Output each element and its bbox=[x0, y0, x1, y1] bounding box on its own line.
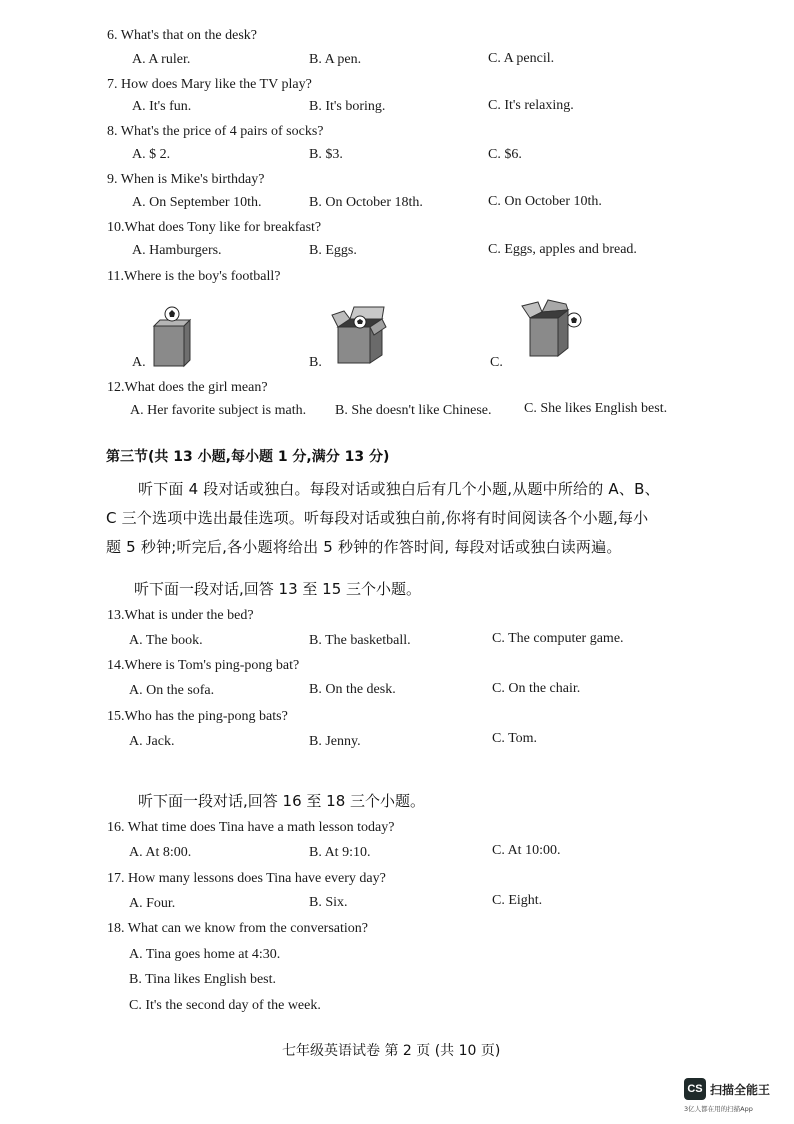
q16-option-a: A. At 8:00. bbox=[129, 845, 192, 860]
q18-option-b: B. Tina likes English best. bbox=[129, 972, 277, 987]
camscanner-tagline: 3亿人都在用的扫描App bbox=[684, 1105, 753, 1113]
q10-option-b: B. Eggs. bbox=[309, 243, 357, 258]
page-footer: 七年级英语试卷 第 2 页 (共 10 页) bbox=[282, 1043, 501, 1059]
q9-option-b: B. On October 18th. bbox=[309, 195, 423, 210]
q6-option-a: A. A ruler. bbox=[132, 52, 191, 67]
q9-option-a: A. On September 10th. bbox=[132, 195, 262, 210]
q6-option-c: C. A pencil. bbox=[488, 51, 555, 66]
q6-option-b: B. A pen. bbox=[309, 52, 362, 67]
instructions-line-1: 听下面 4 段对话或独白。每段对话或独白后有几个小题,从题中所给的 A、B、 bbox=[138, 480, 660, 498]
q12-option-b: B. She doesn't like Chinese. bbox=[335, 403, 492, 418]
q16-option-b: B. At 9:10. bbox=[309, 845, 371, 860]
dialogue-2-heading: 听下面一段对话,回答 16 至 18 三个小题。 bbox=[138, 792, 426, 810]
dialogue-1-heading: 听下面一段对话,回答 13 至 15 三个小题。 bbox=[134, 580, 422, 598]
q8-option-a: A. $ 2. bbox=[132, 147, 171, 162]
q17-option-b: B. Six. bbox=[309, 895, 348, 910]
q17-option-a: A. Four. bbox=[129, 896, 176, 911]
q17-option-c: C. Eight. bbox=[492, 893, 543, 908]
q15-option-c: C. Tom. bbox=[492, 731, 538, 746]
camscanner-logo-icon: CS bbox=[684, 1078, 706, 1100]
q14-option-b: B. On the desk. bbox=[309, 682, 396, 697]
q10-option-c: C. Eggs, apples and bread. bbox=[488, 242, 637, 257]
section-3-title: 第三节(共 13 小题,每小题 1 分,满分 13 分) bbox=[106, 449, 390, 465]
question-13: 13.What is under the bed? bbox=[107, 608, 254, 623]
question-14: 14.Where is Tom's ping-pong bat? bbox=[107, 658, 300, 673]
q7-option-c: C. It's relaxing. bbox=[488, 98, 574, 113]
q8-option-c: C. $6. bbox=[488, 147, 522, 162]
question-16: 16. What time does Tina have a math lesson today? bbox=[107, 820, 395, 835]
q11-option-c: C. bbox=[490, 355, 503, 370]
instructions-line-3: 题 5 秒钟;听完后,各小题将给出 5 秒钟的作答时间, 每段对话或独白读两遍。 bbox=[106, 538, 622, 556]
question-8: 8. What's the price of 4 pairs of socks? bbox=[107, 124, 324, 139]
q14-option-a: A. On the sofa. bbox=[129, 683, 215, 698]
q11-option-a: A. bbox=[132, 355, 146, 370]
q18-option-c: C. It's the second day of the week. bbox=[129, 998, 321, 1013]
question-15: 15.Who has the ping-pong bats? bbox=[107, 709, 288, 724]
q14-option-c: C. On the chair. bbox=[492, 681, 581, 696]
q15-option-b: B. Jenny. bbox=[309, 734, 361, 749]
camscanner-name: 扫描全能王 bbox=[710, 1082, 771, 1097]
q10-option-a: A. Hamburgers. bbox=[132, 243, 222, 258]
q12-option-c: C. She likes English best. bbox=[524, 401, 668, 416]
camscanner-badge bbox=[684, 1078, 770, 1100]
question-6: 6. What's that on the desk? bbox=[107, 28, 258, 43]
question-10: 10.What does Tony like for breakfast? bbox=[107, 220, 322, 235]
q7-option-a: A. It's fun. bbox=[132, 99, 192, 114]
q18-option-a: A. Tina goes home at 4:30. bbox=[129, 947, 281, 962]
question-18: 18. What can we know from the conversation? bbox=[107, 921, 368, 936]
q12-option-a: A. Her favorite subject is math. bbox=[130, 403, 307, 418]
football-in-box-icon bbox=[330, 305, 388, 365]
q11-option-b: B. bbox=[309, 355, 322, 370]
q15-option-a: A. Jack. bbox=[129, 734, 175, 749]
football-behind-box-icon bbox=[518, 298, 588, 360]
q7-option-b: B. It's boring. bbox=[309, 99, 386, 114]
q13-option-a: A. The book. bbox=[129, 633, 203, 648]
q16-option-c: C. At 10:00. bbox=[492, 843, 561, 858]
question-7: 7. How does Mary like the TV play? bbox=[107, 77, 312, 92]
football-on-box-icon bbox=[148, 306, 194, 368]
question-9: 9. When is Mike's birthday? bbox=[107, 172, 265, 187]
question-12: 12.What does the girl mean? bbox=[107, 380, 268, 395]
instructions-line-2: C 三个选项中选出最佳选项。听每段对话或独白前,你将有时间阅读各个小题,每小 bbox=[106, 509, 649, 527]
q13-option-c: C. The computer game. bbox=[492, 631, 624, 646]
question-11: 11.Where is the boy's football? bbox=[107, 269, 281, 284]
q9-option-c: C. On October 10th. bbox=[488, 194, 602, 209]
q13-option-b: B. The basketball. bbox=[309, 633, 411, 648]
question-17: 17. How many lessons does Tina have every day? bbox=[107, 871, 386, 886]
q8-option-b: B. $3. bbox=[309, 147, 343, 162]
